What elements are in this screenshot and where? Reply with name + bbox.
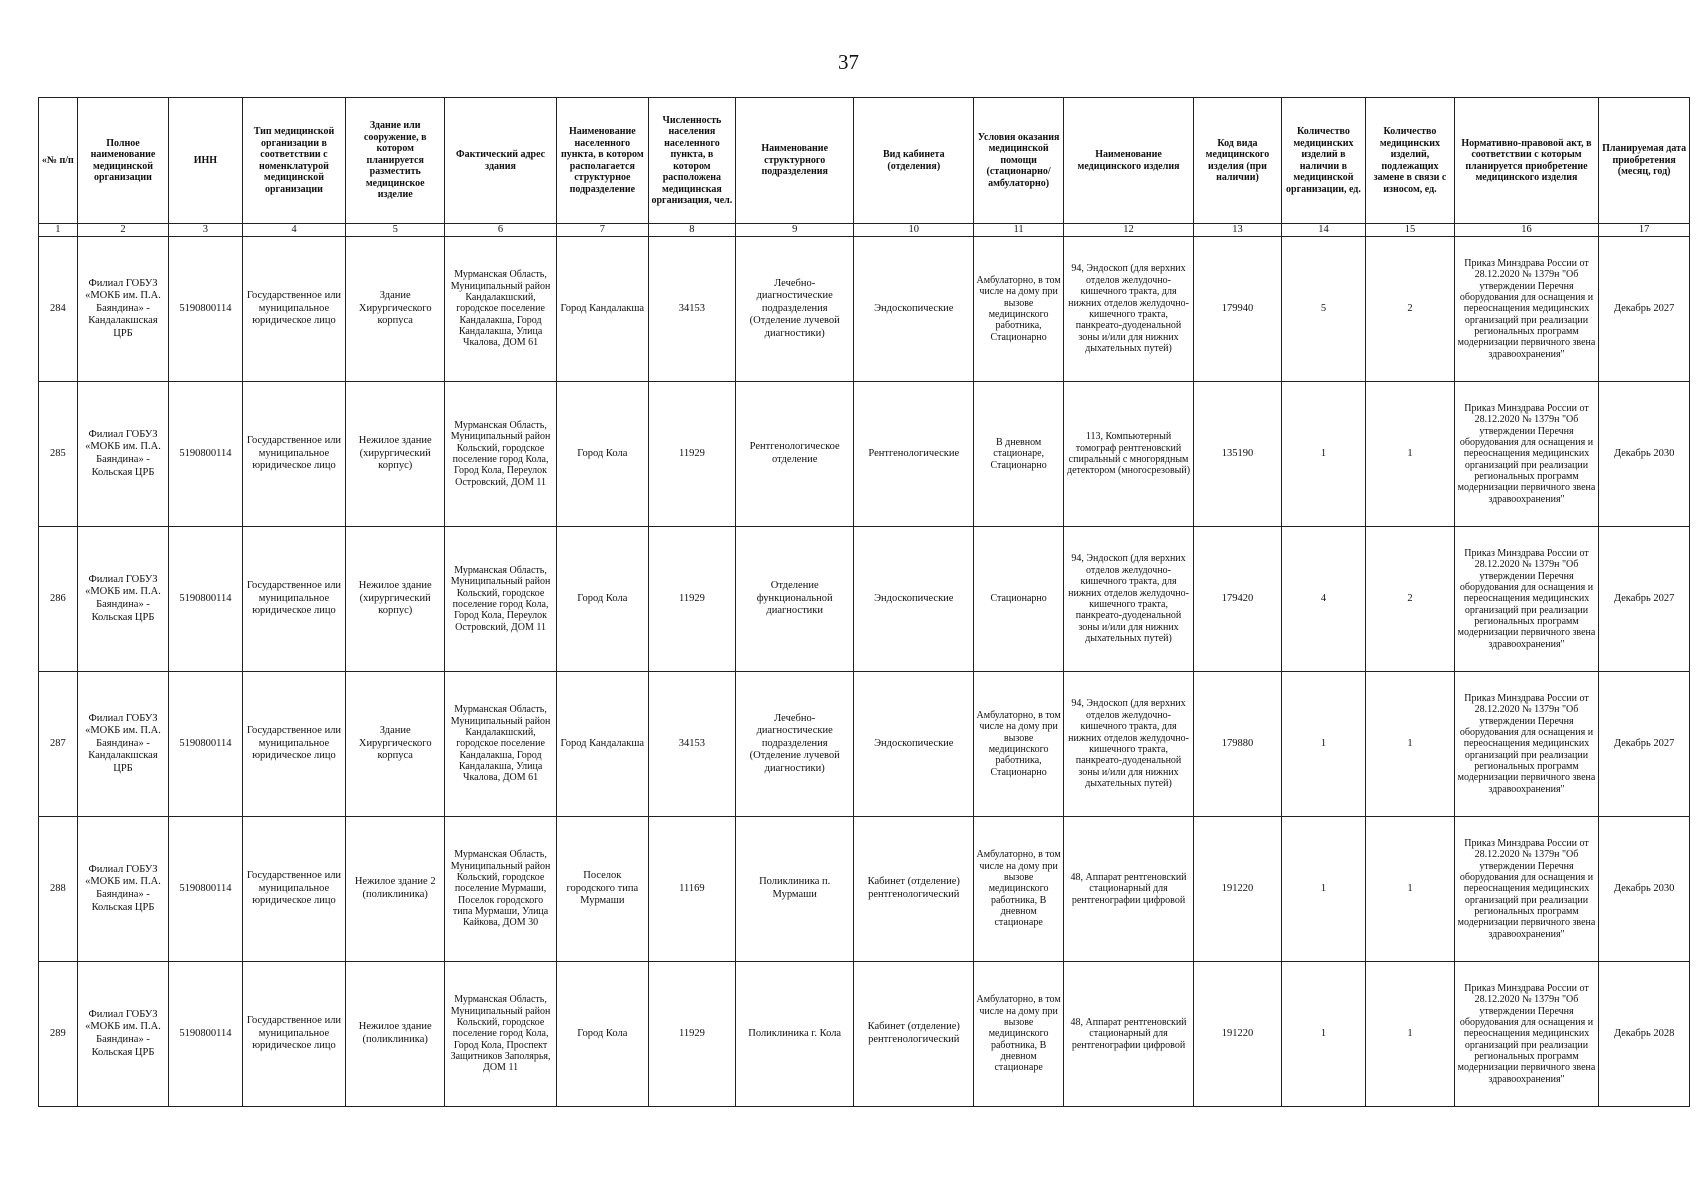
column-header: Вид кабинета (отделения) [854, 98, 974, 224]
address: Мурманская Область, Муниципальный район Кандалакшский, городское поселение Кандалакша, Город Кандалакша, Улица Чкалова, ДОМ 61 [445, 672, 557, 817]
planned-date: Декабрь 2027 [1599, 527, 1690, 672]
organization-name: Филиал ГОБУЗ «МОКБ им. П.А. Баяндина» - Кандалакшская ЦРБ [77, 672, 169, 817]
column-number: 13 [1194, 224, 1282, 237]
column-header: «№ п/п [39, 98, 78, 224]
equipment-table [38, 97, 1690, 1107]
column-header: Наименование медицинского изделия [1063, 98, 1193, 224]
table-row [39, 672, 1690, 817]
organization-type: Государственное или муниципальное юридическое лицо [242, 237, 346, 382]
organization-type: Государственное или муниципальное юридическое лицо [242, 382, 346, 527]
cabinet-type: Эндоскопические [854, 527, 974, 672]
table-body [39, 237, 1690, 1107]
building: Здание Хирургического корпуса [346, 237, 445, 382]
population: 34153 [648, 237, 736, 382]
column-number: 7 [557, 224, 649, 237]
in-stock-count: 1 [1281, 817, 1365, 962]
planned-date: Декабрь 2028 [1599, 962, 1690, 1107]
legal-act: Приказ Минздрава России от 28.12.2020 № 1379н "Об утверждении Перечня оборудования для оснащения и переоснащения медицинских организаций при реализации региональных программ модернизации первичного звена здравоохранения" [1454, 962, 1599, 1107]
organization-name: Филиал ГОБУЗ «МОКБ им. П.А. Баяндина» - Кольская ЦРБ [77, 527, 169, 672]
organization-type: Государственное или муниципальное юридическое лицо [242, 527, 346, 672]
replace-count: 2 [1366, 237, 1455, 382]
column-header: Численность населения населенного пункта, в котором расположена медицинская организация, чел. [648, 98, 736, 224]
inn: 5190800114 [169, 382, 242, 527]
column-header: Планируемая дата приобретения (месяц, год) [1599, 98, 1690, 224]
replace-count: 2 [1366, 527, 1455, 672]
table-row [39, 237, 1690, 382]
column-number: 6 [445, 224, 557, 237]
organization-type: Государственное или муниципальное юридическое лицо [242, 962, 346, 1107]
cabinet-type: Рентгенологические [854, 382, 974, 527]
column-number: 16 [1454, 224, 1599, 237]
address: Мурманская Область, Муниципальный район Кольский, городское поселение Мурмаши, Поселок городского типа Мурмаши, Улица Кайкова, ДОМ 30 [445, 817, 557, 962]
column-header: Наименование структурного подразделения [736, 98, 854, 224]
column-number: 2 [77, 224, 169, 237]
legal-act: Приказ Минздрава России от 28.12.2020 № 1379н "Об утверждении Перечня оборудования для оснащения и переоснащения медицинских организаций при реализации региональных программ модернизации первичного звена здравоохранения" [1454, 237, 1599, 382]
building: Нежилое здание (поликлиника) [346, 962, 445, 1107]
organization-name: Филиал ГОБУЗ «МОКБ им. П.А. Баяндина» - Кандалакшская ЦРБ [77, 237, 169, 382]
row-number: 288 [39, 817, 78, 962]
table-row [39, 382, 1690, 527]
column-number: 3 [169, 224, 242, 237]
division: Лечебно-диагностические подразделения (Отделение лучевой диагностики) [736, 237, 854, 382]
row-number: 285 [39, 382, 78, 527]
planned-date: Декабрь 2030 [1599, 382, 1690, 527]
cabinet-type: Кабинет (отделение) рентгенологический [854, 962, 974, 1107]
inn: 5190800114 [169, 962, 242, 1107]
device-name: 94, Эндоскоп (для верхних отделов желудочно- кишечного тракта, для нижних отделов желудочно-кишечного тракта, панкреато-дуоденальной зоны и/или для нижних дыхательных путей) [1063, 527, 1193, 672]
population: 11929 [648, 962, 736, 1107]
address: Мурманская Область, Муниципальный район Кандалакшский, городское поселение Кандалакша, Город Кандалакша, Улица Чкалова, ДОМ 61 [445, 237, 557, 382]
column-number: 17 [1599, 224, 1690, 237]
legal-act: Приказ Минздрава России от 28.12.2020 № 1379н "Об утверждении Перечня оборудования для оснащения и переоснащения медицинских организаций при реализации региональных программ модернизации первичного звена здравоохранения" [1454, 382, 1599, 527]
in-stock-count: 1 [1281, 962, 1365, 1107]
legal-act: Приказ Минздрава России от 28.12.2020 № 1379н "Об утверждении Перечня оборудования для оснащения и переоснащения медицинских организаций при реализации региональных программ модернизации первичного звена здравоохранения" [1454, 817, 1599, 962]
settlement: Город Кола [557, 382, 649, 527]
cabinet-type: Эндоскопические [854, 672, 974, 817]
column-header: Фактический адрес здания [445, 98, 557, 224]
column-number-row [39, 224, 1690, 237]
column-header: Количество медицинских изделий, подлежащих замене в связи с износом, ед. [1366, 98, 1455, 224]
column-header: Нормативно-правовой акт, в соответствии с которым планируется приобретение медицинского изделия [1454, 98, 1599, 224]
organization-type: Государственное или муниципальное юридическое лицо [242, 672, 346, 817]
division: Отделение функциональной диагностики [736, 527, 854, 672]
device-name: 48, Аппарат рентгеновский стационарный для рентгенографии цифровой [1063, 817, 1193, 962]
column-header: Количество медицинских изделий в наличии в медицинской организации, ед. [1281, 98, 1365, 224]
column-header: Здание или сооружение, в котором планируется разместить медицинское изделие [346, 98, 445, 224]
device-name: 94, Эндоскоп (для верхних отделов желудочно- кишечного тракта, для нижних отделов желудочно-кишечного тракта, панкреато-дуоденальной зоны и/или для нижних дыхательных путей) [1063, 237, 1193, 382]
table-row [39, 962, 1690, 1107]
population: 11929 [648, 382, 736, 527]
column-number: 10 [854, 224, 974, 237]
organization-name: Филиал ГОБУЗ «МОКБ им. П.А. Баяндина» - Кольская ЦРБ [77, 962, 169, 1107]
division: Поликлиника г. Кола [736, 962, 854, 1107]
in-stock-count: 1 [1281, 382, 1365, 527]
device-code: 179880 [1194, 672, 1282, 817]
replace-count: 1 [1366, 817, 1455, 962]
device-code: 191220 [1194, 962, 1282, 1107]
device-name: 113, Компьютерный томограф рентгеновский спиральный с многорядным детектором (многосрезовый) [1063, 382, 1193, 527]
column-number: 11 [974, 224, 1064, 237]
organization-name: Филиал ГОБУЗ «МОКБ им. П.А. Баяндина» - Кольская ЦРБ [77, 382, 169, 527]
column-number: 5 [346, 224, 445, 237]
settlement: Город Кандалакша [557, 672, 649, 817]
in-stock-count: 5 [1281, 237, 1365, 382]
column-header: Условия оказания медицинской помощи (стационарно/ амбулаторно) [974, 98, 1064, 224]
cabinet-type: Эндоскопические [854, 237, 974, 382]
column-number: 4 [242, 224, 346, 237]
column-header: ИНН [169, 98, 242, 224]
inn: 5190800114 [169, 527, 242, 672]
device-code: 179420 [1194, 527, 1282, 672]
address: Мурманская Область, Муниципальный район Кольский, городское поселение город Кола, Город Кола, Проспект Защитников Заполярья, ДОМ 11 [445, 962, 557, 1107]
page-number: 37 [838, 50, 859, 74]
settlement: Город Кола [557, 962, 649, 1107]
population: 11929 [648, 527, 736, 672]
division: Лечебно-диагностические подразделения (Отделение лучевой диагностики) [736, 672, 854, 817]
column-number: 15 [1366, 224, 1455, 237]
inn: 5190800114 [169, 237, 242, 382]
replace-count: 1 [1366, 672, 1455, 817]
legal-act: Приказ Минздрава России от 28.12.2020 № 1379н "Об утверждении Перечня оборудования для оснащения и переоснащения медицинских организаций при реализации региональных программ модернизации первичного звена здравоохранения" [1454, 527, 1599, 672]
column-number: 1 [39, 224, 78, 237]
table-row [39, 527, 1690, 672]
population: 11169 [648, 817, 736, 962]
division: Рентгенологическое отделение [736, 382, 854, 527]
building: Нежилое здание (хирургический корпус) [346, 382, 445, 527]
settlement: Город Кандалакша [557, 237, 649, 382]
row-number: 289 [39, 962, 78, 1107]
column-number: 9 [736, 224, 854, 237]
replace-count: 1 [1366, 382, 1455, 527]
organization-name: Филиал ГОБУЗ «МОКБ им. П.А. Баяндина» - Кольская ЦРБ [77, 817, 169, 962]
device-name: 48, Аппарат рентгеновский стационарный для рентгенографии цифровой [1063, 962, 1193, 1107]
care-conditions: В дневном стационаре, Стационарно [974, 382, 1064, 527]
table-header [39, 98, 1690, 237]
table-row [39, 817, 1690, 962]
planned-date: Декабрь 2027 [1599, 237, 1690, 382]
in-stock-count: 4 [1281, 527, 1365, 672]
building: Нежилое здание 2 (поликлиника) [346, 817, 445, 962]
care-conditions: Амбулаторно, в том числе на дому при вызове медицинского работника, В дневном стационаре [974, 962, 1064, 1107]
inn: 5190800114 [169, 672, 242, 817]
inn: 5190800114 [169, 817, 242, 962]
settlement: Поселок городского типа Мурмаши [557, 817, 649, 962]
building: Нежилое здание (хирургический корпус) [346, 527, 445, 672]
care-conditions: Амбулаторно, в том числе на дому при вызове медицинского работника, Стационарно [974, 237, 1064, 382]
row-number: 287 [39, 672, 78, 817]
planned-date: Декабрь 2027 [1599, 672, 1690, 817]
column-header: Наименование населенного пункта, в котором располагается структурное подразделение [557, 98, 649, 224]
column-number: 8 [648, 224, 736, 237]
column-header: Полное наименование медицинской организации [77, 98, 169, 224]
replace-count: 1 [1366, 962, 1455, 1107]
column-header: Код вида медицинского изделия (при наличии) [1194, 98, 1282, 224]
column-number: 12 [1063, 224, 1193, 237]
row-number: 284 [39, 237, 78, 382]
column-header: Тип медицинской организации в соответствии с номенклатурой медицинской организации [242, 98, 346, 224]
care-conditions: Амбулаторно, в том числе на дому при вызове медицинского работника, Стационарно [974, 672, 1064, 817]
address: Мурманская Область, Муниципальный район Кольский, городское поселение город Кола, Город Кола, Переулок Островский, ДОМ 11 [445, 382, 557, 527]
in-stock-count: 1 [1281, 672, 1365, 817]
population: 34153 [648, 672, 736, 817]
care-conditions: Стационарно [974, 527, 1064, 672]
device-code: 179940 [1194, 237, 1282, 382]
organization-type: Государственное или муниципальное юридическое лицо [242, 817, 346, 962]
cabinet-type: Кабинет (отделение) рентгенологический [854, 817, 974, 962]
planned-date: Декабрь 2030 [1599, 817, 1690, 962]
row-number: 286 [39, 527, 78, 672]
care-conditions: Амбулаторно, в том числе на дому при вызове медицинского работника, В дневном стационаре [974, 817, 1064, 962]
legal-act: Приказ Минздрава России от 28.12.2020 № 1379н "Об утверждении Перечня оборудования для оснащения и переоснащения медицинских организаций при реализации региональных программ модернизации первичного звена здравоохранения" [1454, 672, 1599, 817]
settlement: Город Кола [557, 527, 649, 672]
building: Здание Хирургического корпуса [346, 672, 445, 817]
device-name: 94, Эндоскоп (для верхних отделов желудочно- кишечного тракта, для нижних отделов желудочно-кишечного тракта, панкреато-дуоденальной зоны и/или для нижних дыхательных путей) [1063, 672, 1193, 817]
division: Поликлиника п. Мурмаши [736, 817, 854, 962]
address: Мурманская Область, Муниципальный район Кольский, городское поселение город Кола, Город Кола, Переулок Островский, ДОМ 11 [445, 527, 557, 672]
device-code: 191220 [1194, 817, 1282, 962]
device-code: 135190 [1194, 382, 1282, 527]
header-row [39, 98, 1690, 224]
column-number: 14 [1281, 224, 1365, 237]
